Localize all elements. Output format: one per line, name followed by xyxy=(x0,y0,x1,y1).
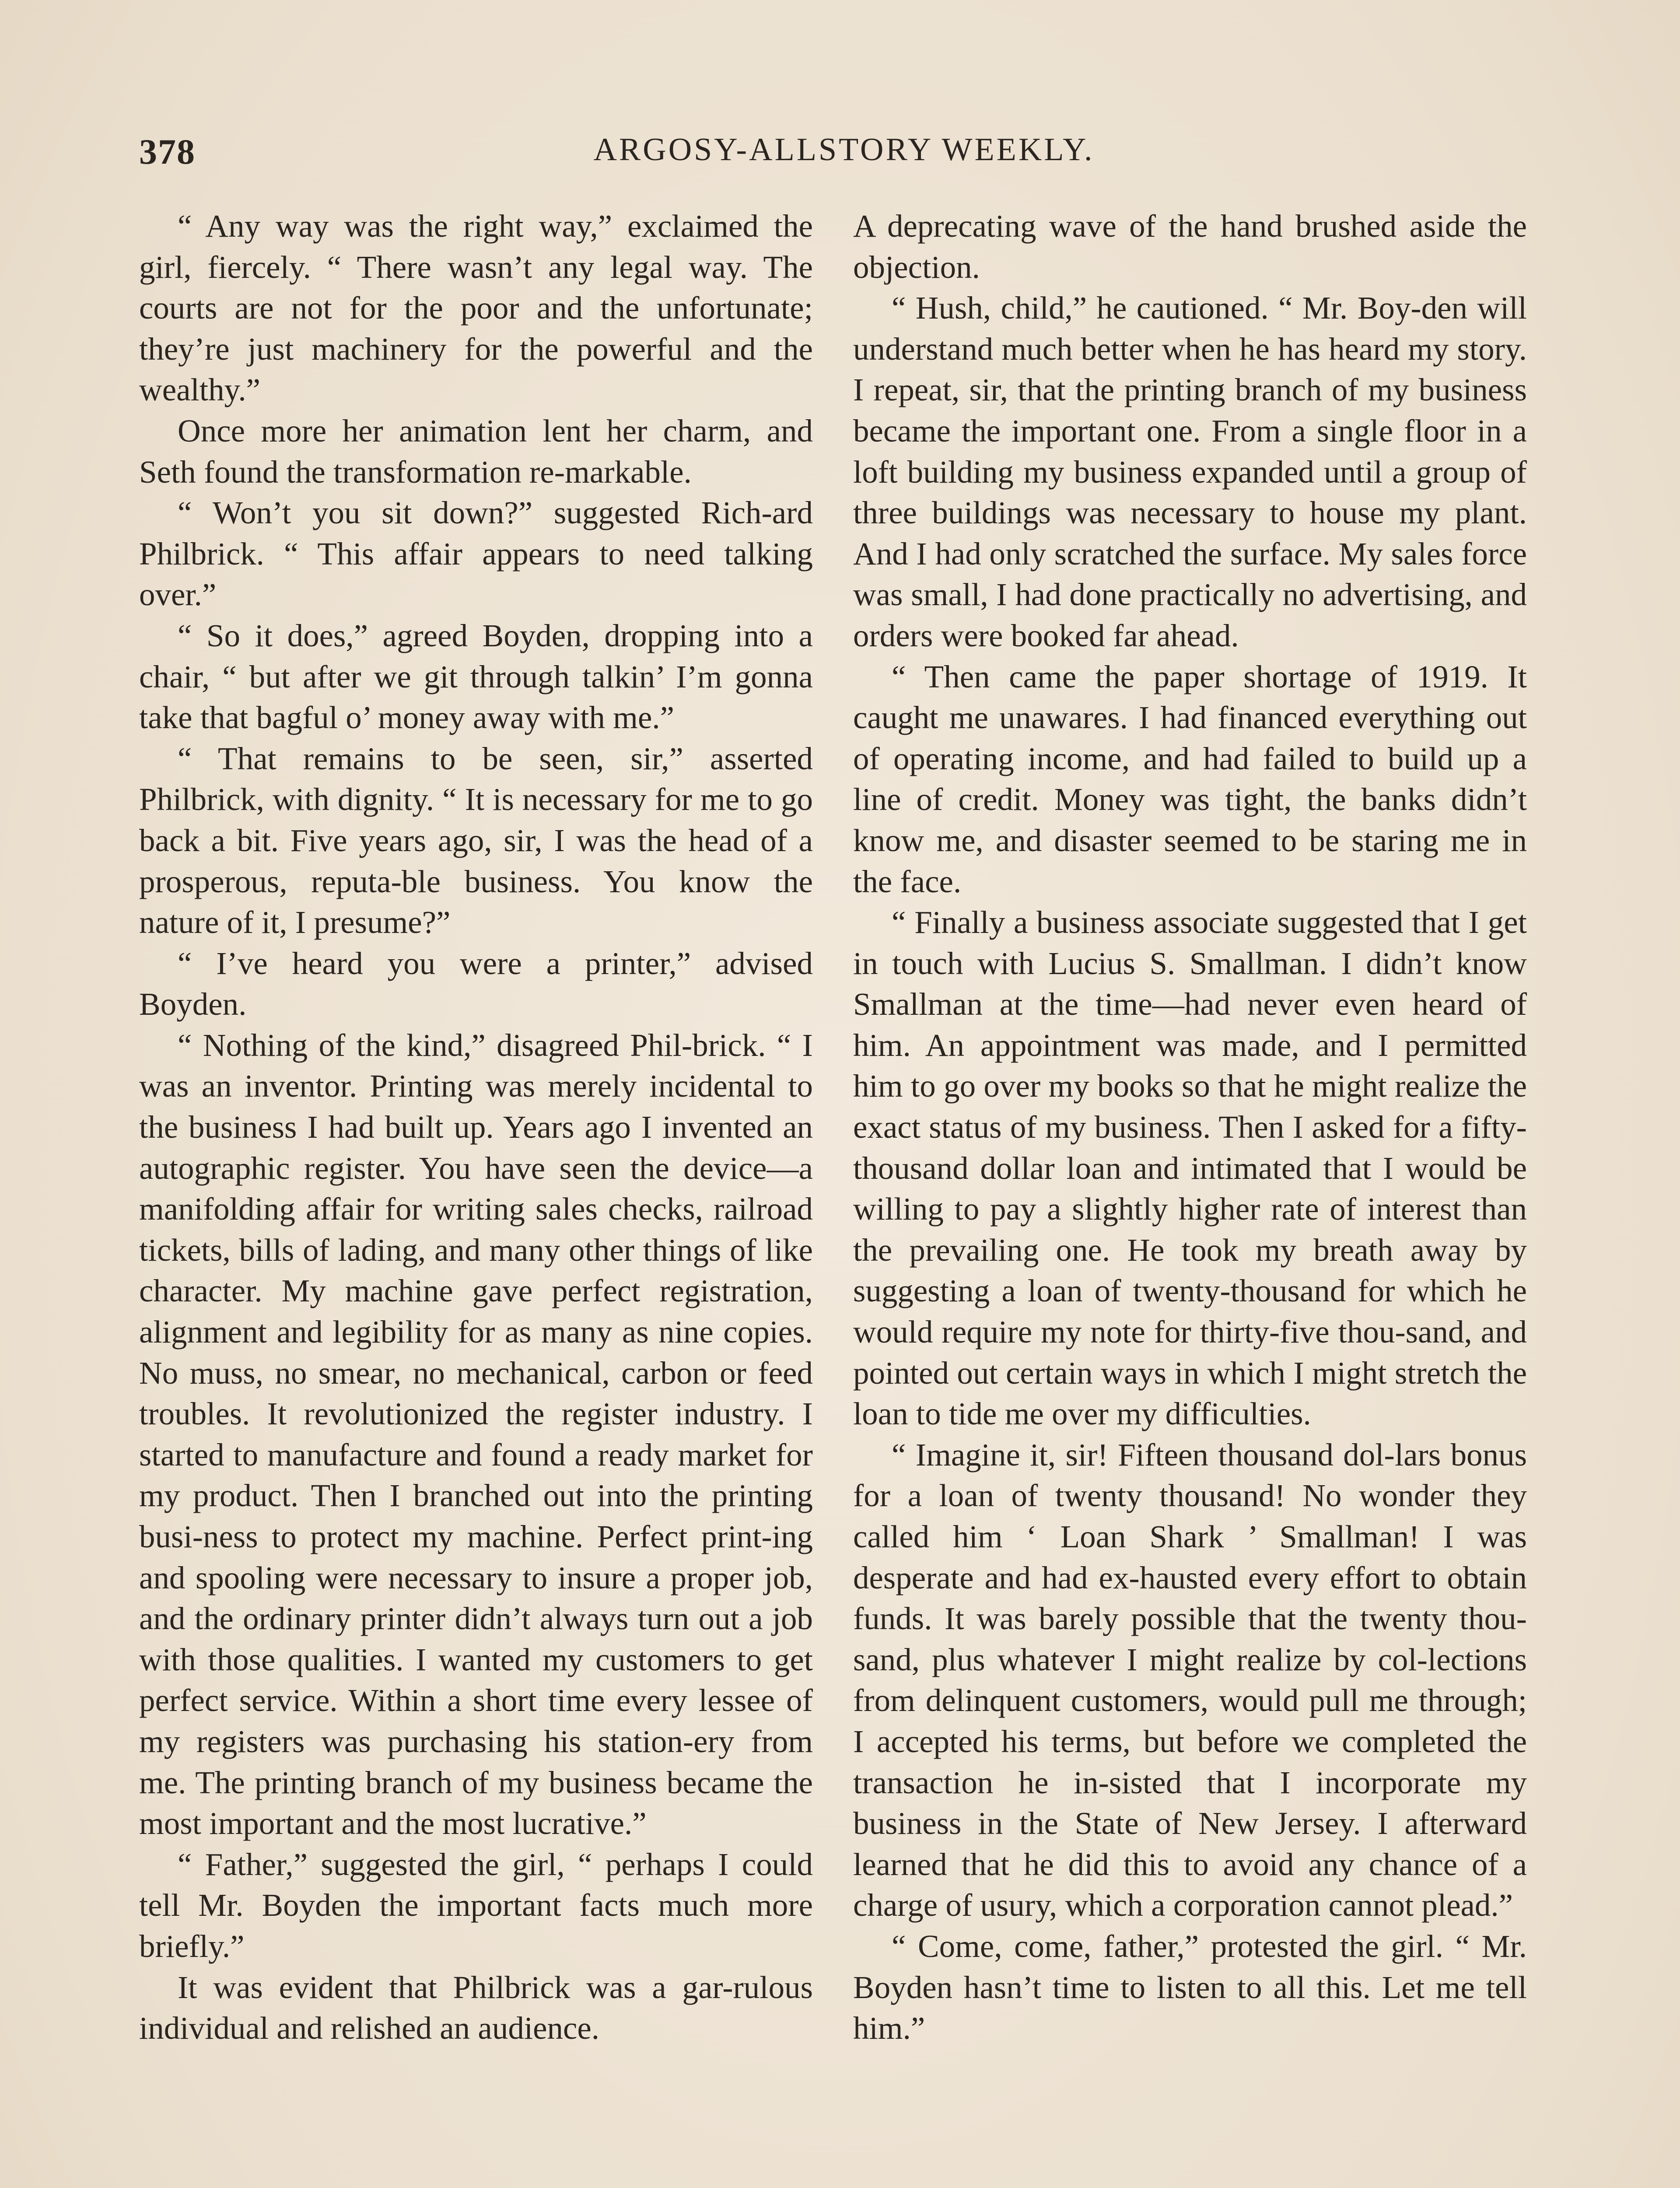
paragraph-continued: A deprecating wave of the hand brushed aside the objection. xyxy=(853,208,1527,285)
paragraph: “ Imagine it, sir! Fifteen thousand dol-lars bonus for a loan of twenty thousand! No wonder they called him ‘ Loan Shark ’ Smallman! I was desperate and had ex-hausted every effort to obtain funds. It was barely possible that the twenty thou-sand, plus whatever I might realize by col-lections from delinquent customers, would pull me through; I accepted his terms, but before we completed the transaction he in-sisted that I incorporate my business in the State of New Jersey. I afterward learned that he did this to avoid any chance of a charge of usury, which a corporation cannot plead.” xyxy=(853,1437,1527,1923)
paragraph: “ Father,” suggested the girl, “ perhaps I could tell Mr. Boyden the important facts much more briefly.” xyxy=(139,1846,813,1964)
paragraph: Once more her animation lent her charm, and Seth found the transformation re-markable. xyxy=(139,413,813,490)
paragraph: “ So it does,” agreed Boyden, dropping into a chair, “ but after we git through talkin’ I’m gonna take that bagful o’ money away with me.” xyxy=(139,617,813,736)
paragraph: “ Won’t you sit down?” suggested Rich-ard Philbrick. “ This affair appears to need talking over.” xyxy=(139,495,813,613)
page-number: 378 xyxy=(139,132,196,172)
paragraph: “ Come, come, father,” protested the girl. “ Mr. Boyden hasn’t time to listen to all this. Let me tell him.” xyxy=(853,1928,1527,2046)
right-column xyxy=(853,206,1527,2049)
paragraph: “ I’ve heard you were a printer,” advised Boyden. xyxy=(139,945,813,1022)
paragraph: It was evident that Philbrick was a gar-rulous individual and relished an audience. xyxy=(139,1969,813,2046)
running-title: ARGOSY-ALLSTORY WEEKLY. xyxy=(593,132,1095,168)
paragraph: “ Any way was the right way,” exclaimed the girl, fiercely. “ There wasn’t any legal way. The courts are not for the poor and the unfortunate; they’re just machinery for the powerful and the wealthy.” xyxy=(139,208,813,408)
paragraph: “ Then came the paper shortage of 1919. It caught me unawares. I had financed everything out of operating income, and had failed to build up a line of credit. Money was tight, the banks didn’t know me, and disaster seemed to be staring me in the face. xyxy=(853,659,1527,899)
paragraph: “ Finally a business associate suggested that I get in touch with Lucius S. Smallman. I didn’t know Smallman at the time—had never even heard of him. An appointment was made, and I permitted him to go over my books so that he might realize the exact status of my business. Then I asked for a fifty-thousand dollar loan and intimated that I would be willing to pay a slightly higher rate of interest than the prevailing one. He took my breath away by suggesting a loan of twenty-thousand for which he would require my note for thirty-five thou-sand, and pointed out certain ways in which I might stretch the loan to tide me over my difficulties. xyxy=(853,905,1527,1432)
paragraph: “ Hush, child,” he cautioned. “ Mr. Boy-den will understand much better when he has heard my story. I repeat, sir, that the printing branch of my business became the important one. From a single floor in a loft building my business expanded until a group of three buildings was necessary to house my plant. And I had only scratched the surface. My sales force was small, I had done practically no advertising, and orders were booked far ahead. xyxy=(853,290,1527,653)
paragraph: “ That remains to be seen, sir,” asserted Philbrick, with dignity. “ It is necessary for me to go back a bit. Five years ago, sir, I was the head of a prosperous, reputa-ble business. You know the nature of it, I presume?” xyxy=(139,740,813,940)
paragraph: “ Nothing of the kind,” disagreed Phil-brick. “ I was an inventor. Printing was merely incidental to the business I had built up. Years ago I invented an autographic register. You have seen the device—a manifolding affair for writing sales checks, railroad tickets, bills of lading, and many other things of like character. My machine gave perfect registration, alignment and legibility for as many as nine copies. No muss, no smear, no mechanical, carbon or feed troubles. It revolutionized the register industry. I started to manufacture and found a ready market for my product. Then I branched out into the printing busi-ness to protect my machine. Perfect print-ing and spooling were necessary to insure a proper job, and the ordinary printer didn’t always turn out a job with those qualities. I wanted my customers to get perfect service. Within a short time every lessee of my registers was purchasing his station-ery from me. The printing branch of my business became the most important and the most lucrative.” xyxy=(139,1027,813,1841)
page-header xyxy=(139,131,1531,179)
left-column xyxy=(139,206,813,2049)
